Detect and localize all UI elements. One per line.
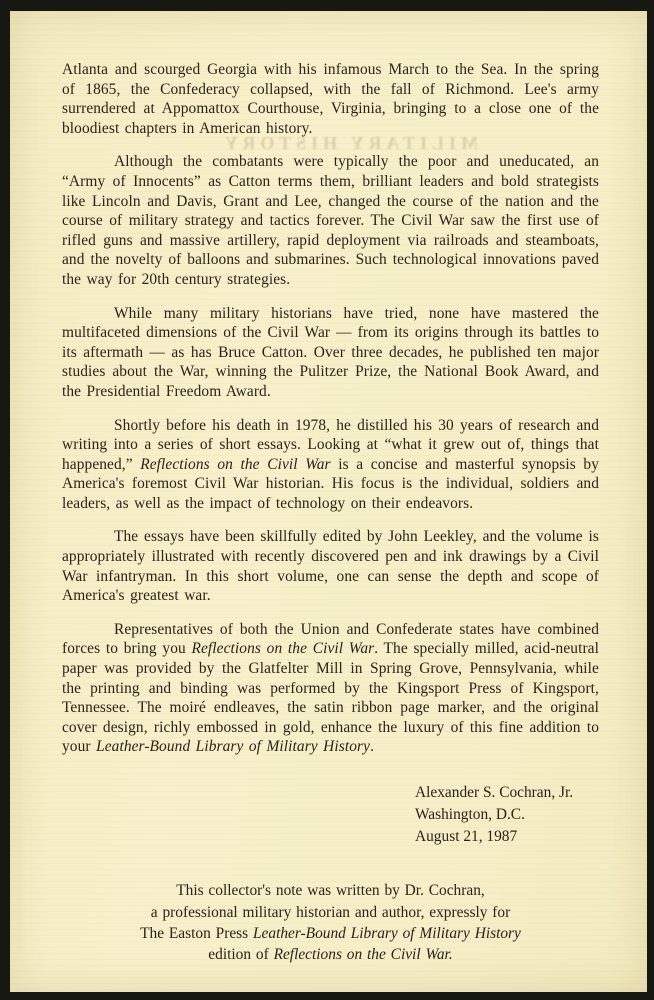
body-text: edition of xyxy=(208,946,274,963)
paragraph xyxy=(62,620,599,757)
signature-block xyxy=(415,782,599,847)
collectors-note-body xyxy=(62,60,599,757)
italic-title-text: Reflections on the Civil War. xyxy=(273,946,453,963)
colophon-line xyxy=(62,880,599,901)
colophon-line xyxy=(62,944,599,965)
signature-location: Washington, D.C. xyxy=(415,805,525,823)
colophon-line xyxy=(62,902,599,923)
body-text: The essays have been skillfully edited by John Leekley, and the volume is appropriately illustrated with recently discovered pen and ink drawings by a Civil War infantryman. In this short volume, one can sense the depth and scope of America's greatest war. xyxy=(62,528,599,605)
paragraph xyxy=(62,527,599,605)
body-text: is a concise and masterful synopsis by America's foremost Civil War historian. His focus is the individual, soldiers and leaders, as well as the impact of technology on their endeavors. xyxy=(62,455,599,512)
body-text: This collector's note was written by Dr. Cochran, xyxy=(176,882,485,900)
italic-title-text: Leather-Bound Library of Military History xyxy=(252,924,521,942)
body-text: . The specially milled, acid-neutral paper was provided by the Glatfelter Mill in Spring Grove, Pennsylvania, while the printing and binding was performed by the Kingsport Press of Kingsport, Tennessee. The moiré endleaves, the satin ribbon page marker, and the original cover design, richly embossed in gold, enhance the luxury of this fine addition to your xyxy=(62,640,599,756)
paragraph xyxy=(62,152,599,289)
italic-title-text: Reflections on the Civil War xyxy=(191,640,375,658)
book-page xyxy=(10,11,647,992)
colophon-line xyxy=(62,923,599,944)
body-text: Atlanta and scourged Georgia with his infamous March to the Sea. In the spring of 1865, the Confederacy collapsed, with the fall of Richmond. Lee's army surrendered at Appomattox Courthouse, Virginia, bringing to a close one of the bloodiest chapters in American history. xyxy=(62,61,599,137)
paragraph xyxy=(62,60,599,138)
body-text: Representatives of both the Union and Confederate states have combined forces to bring you xyxy=(62,620,599,658)
show-through-text: MILITARY HISTORY xyxy=(220,133,478,153)
signature-date: August 21, 1987 xyxy=(415,827,518,845)
italic-title-text: Leather-Bound Library of Military History xyxy=(96,738,371,756)
body-text: While many military historians have tried, none have mastered the multifaceted dimensions of the Civil War — from its origins through its battles to its aftermath — as has Bruce Catton. Over three decades, he published ten major studies about the War, winning the Pulitzer Prize, the National Book Award, and the Presidential Freedom Award. xyxy=(62,304,599,400)
colophon-block xyxy=(62,880,599,965)
signature-author: Alexander S. Cochran, Jr. xyxy=(415,784,574,801)
paragraph xyxy=(62,416,599,514)
page-content xyxy=(62,60,599,965)
body-text: a professional military historian and author, expressly for xyxy=(150,903,511,921)
italic-title-text: Reflections on the Civil War xyxy=(140,455,331,473)
body-text: Although the combatants were typically the poor and uneducated, an “Army of Innocents” as Catton terms them, brilliant leaders and bold strategists like Lincoln and Davis, Grant and Lee, changed the course of the nation and the course of military strategy and tactics forever. The Civil War saw the first use of rifled guns and massive artillery, rapid deployment via railroads and steamboats, and the novelty of balloons and submarines. Such technological innovations paved the way for 20th century strategies. xyxy=(62,153,599,288)
body-text: Shortly before his death in 1978, he distilled his 30 years of research and writing into a series of short essays. Looking at “what it grew out of, things that happened,” xyxy=(62,416,599,473)
body-text: . xyxy=(370,738,375,756)
paragraph xyxy=(62,304,599,402)
body-text: The Easton Press xyxy=(140,924,253,942)
